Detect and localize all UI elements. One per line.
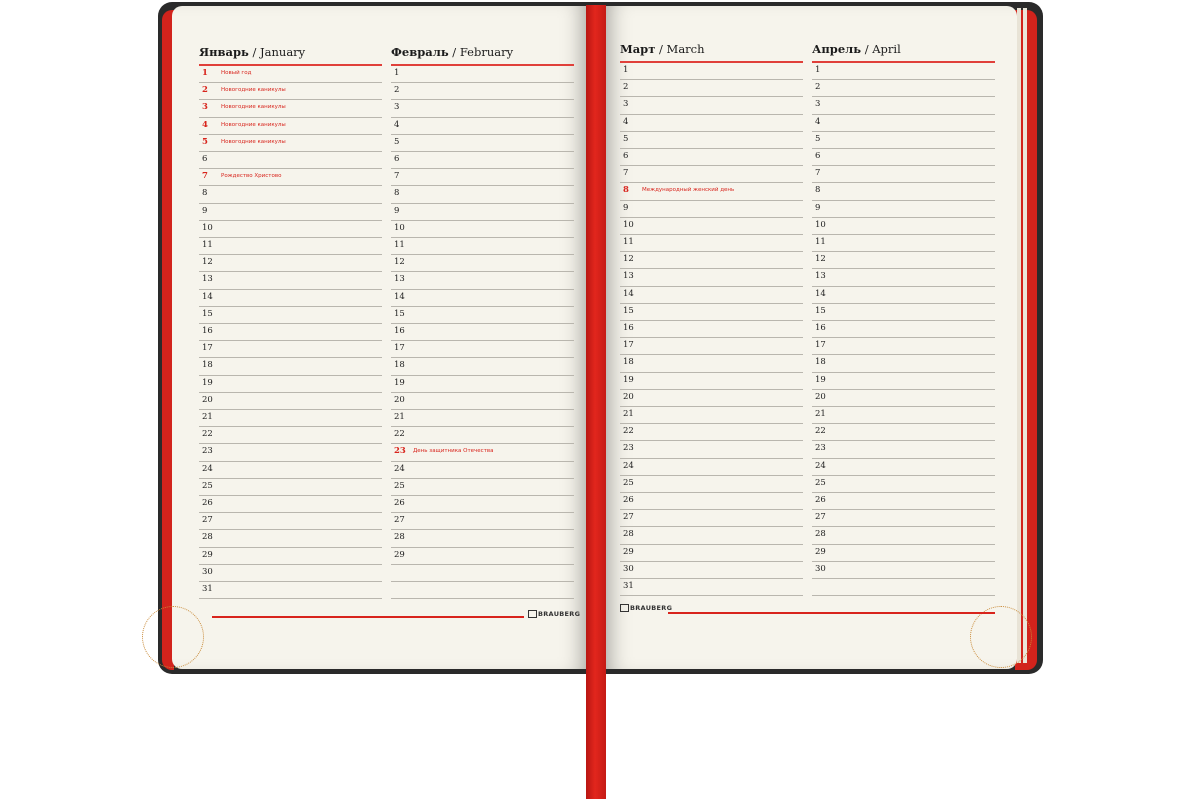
day-number: 20 xyxy=(394,394,405,405)
day-row[interactable] xyxy=(620,509,803,527)
day-number: 15 xyxy=(202,308,213,319)
day-number: 31 xyxy=(623,581,634,591)
day-row[interactable] xyxy=(199,99,382,117)
day-row[interactable] xyxy=(391,134,574,152)
day-number: 16 xyxy=(394,326,405,336)
day-row[interactable] xyxy=(391,185,574,203)
day-row[interactable] xyxy=(199,443,382,461)
day-row[interactable] xyxy=(620,217,803,235)
day-row[interactable] xyxy=(812,492,995,510)
day-number: 20 xyxy=(815,391,826,402)
day-row[interactable] xyxy=(391,375,574,393)
day-number: 19 xyxy=(815,374,826,385)
day-row[interactable] xyxy=(812,561,995,579)
day-row[interactable] xyxy=(391,340,574,358)
day-row[interactable] xyxy=(391,581,574,599)
day-number: 9 xyxy=(815,202,821,213)
day-number: 10 xyxy=(815,219,826,230)
day-number: 15 xyxy=(815,305,826,316)
day-number: 18 xyxy=(394,360,405,371)
day-row[interactable] xyxy=(391,65,574,83)
day-number: 9 xyxy=(623,202,629,213)
day-row[interactable] xyxy=(620,561,803,579)
day-row[interactable] xyxy=(199,220,382,238)
day-number: 4 xyxy=(202,119,208,130)
day-row[interactable] xyxy=(812,475,995,493)
day-number: 5 xyxy=(815,133,821,144)
corner-decoration xyxy=(142,606,204,668)
day-row[interactable] xyxy=(391,564,574,582)
day-number: 12 xyxy=(623,254,634,265)
day-row[interactable] xyxy=(812,148,995,166)
day-number: 2 xyxy=(815,82,821,93)
day-number: 17 xyxy=(202,343,213,354)
day-number: 26 xyxy=(202,498,213,508)
day-row[interactable] xyxy=(812,62,995,80)
day-row[interactable] xyxy=(620,440,803,458)
day-number: 11 xyxy=(202,240,213,250)
day-number: 29 xyxy=(623,546,634,557)
day-number: 28 xyxy=(623,529,634,540)
day-row[interactable] xyxy=(620,423,803,441)
day-row[interactable] xyxy=(812,165,995,183)
day-number: 19 xyxy=(394,377,405,388)
day-row[interactable] xyxy=(812,372,995,390)
day-number: 1 xyxy=(394,68,400,78)
day-number: 23 xyxy=(202,446,213,457)
day-row[interactable] xyxy=(199,340,382,358)
day-number: 29 xyxy=(815,546,826,557)
day-row[interactable] xyxy=(620,492,803,510)
day-number: 13 xyxy=(202,274,213,285)
day-number: 10 xyxy=(202,222,213,233)
holiday-note: Новогодние каникулы xyxy=(221,104,286,111)
day-row[interactable] xyxy=(812,354,995,372)
month-name-en: February xyxy=(459,45,514,59)
day-number: 9 xyxy=(202,205,208,216)
month-header: Февраль / February xyxy=(391,45,514,59)
brand-logo-icon xyxy=(620,604,629,612)
brand-label: BRAUBERG xyxy=(630,604,673,612)
month-name-ru: Январь xyxy=(199,45,249,59)
day-number: 7 xyxy=(815,168,821,179)
day-number: 24 xyxy=(394,463,405,474)
day-number: 17 xyxy=(623,340,634,351)
bookmark-ribbon xyxy=(586,5,606,799)
day-row[interactable] xyxy=(812,251,995,269)
footer-rule xyxy=(668,612,995,614)
day-number: 24 xyxy=(815,460,826,471)
day-number: 5 xyxy=(202,136,208,147)
day-number: 2 xyxy=(394,85,400,96)
day-row[interactable] xyxy=(391,529,574,547)
day-row[interactable] xyxy=(812,526,995,544)
day-number: 13 xyxy=(623,271,634,282)
day-row[interactable] xyxy=(391,82,574,100)
day-row[interactable] xyxy=(812,182,995,200)
day-number: 15 xyxy=(623,305,634,316)
day-number: 22 xyxy=(815,426,826,437)
day-row[interactable] xyxy=(812,423,995,441)
day-number: 16 xyxy=(202,326,213,336)
day-number: 22 xyxy=(202,429,213,440)
day-row[interactable] xyxy=(199,65,382,83)
day-row[interactable] xyxy=(199,461,382,479)
day-row[interactable] xyxy=(812,509,995,527)
day-row[interactable] xyxy=(812,79,995,97)
day-row[interactable] xyxy=(199,547,382,565)
day-row[interactable] xyxy=(391,461,574,479)
day-number: 21 xyxy=(623,409,634,419)
day-number: 3 xyxy=(202,102,208,113)
footer-rule xyxy=(212,616,524,618)
holiday-note: Новогодние каникулы xyxy=(221,121,286,128)
day-number: 28 xyxy=(815,529,826,540)
day-number: 19 xyxy=(202,377,213,388)
day-row[interactable] xyxy=(812,268,995,286)
day-row[interactable] xyxy=(812,458,995,476)
day-number: 24 xyxy=(623,460,634,471)
day-row[interactable] xyxy=(199,134,382,152)
day-number: 3 xyxy=(394,102,400,113)
day-row[interactable] xyxy=(391,478,574,496)
day-row[interactable] xyxy=(620,320,803,338)
day-number: 6 xyxy=(623,151,629,161)
day-number: 7 xyxy=(394,171,400,182)
day-row[interactable] xyxy=(620,544,803,562)
day-row[interactable] xyxy=(812,578,995,596)
day-row[interactable] xyxy=(812,389,995,407)
day-number: 25 xyxy=(394,480,405,491)
day-number: 6 xyxy=(394,154,400,164)
day-number: 23 xyxy=(623,443,634,454)
month-header: Апрель / April xyxy=(812,42,901,56)
day-row[interactable] xyxy=(620,96,803,114)
day-row[interactable] xyxy=(620,526,803,544)
day-number: 13 xyxy=(815,271,826,282)
holiday-note: Международный женский день xyxy=(642,187,735,194)
day-number: 25 xyxy=(815,477,826,488)
day-row[interactable] xyxy=(812,544,995,562)
day-number: 3 xyxy=(815,99,821,110)
day-number: 4 xyxy=(815,116,821,127)
day-number: 28 xyxy=(202,532,213,543)
day-row[interactable] xyxy=(199,306,382,324)
brand-logo-icon xyxy=(528,610,537,618)
day-row[interactable] xyxy=(620,354,803,372)
day-row[interactable] xyxy=(620,165,803,183)
day-number: 14 xyxy=(202,291,213,302)
day-row[interactable] xyxy=(812,114,995,132)
day-row[interactable] xyxy=(199,529,382,547)
day-number: 18 xyxy=(623,357,634,368)
day-row[interactable] xyxy=(812,440,995,458)
day-number: 2 xyxy=(623,82,629,93)
day-number: 30 xyxy=(202,566,213,577)
day-row[interactable] xyxy=(812,131,995,149)
day-row[interactable] xyxy=(199,82,382,100)
day-number: 8 xyxy=(202,188,208,199)
day-number: 14 xyxy=(815,288,826,299)
day-number: 7 xyxy=(202,171,208,182)
day-row[interactable] xyxy=(391,357,574,375)
day-row[interactable] xyxy=(391,203,574,221)
day-number: 20 xyxy=(623,391,634,402)
day-row[interactable] xyxy=(391,409,574,427)
day-number: 29 xyxy=(202,549,213,560)
corner-decoration xyxy=(970,606,1032,668)
day-number: 11 xyxy=(815,237,826,247)
month-header: Январь / January xyxy=(199,45,306,59)
day-number: 13 xyxy=(394,274,405,285)
day-row[interactable] xyxy=(620,62,803,80)
day-row[interactable] xyxy=(199,289,382,307)
day-row[interactable] xyxy=(391,547,574,565)
day-row[interactable] xyxy=(812,200,995,218)
day-row[interactable] xyxy=(620,200,803,218)
day-row[interactable] xyxy=(391,392,574,410)
day-row[interactable] xyxy=(620,234,803,252)
month-name-ru: Март xyxy=(620,42,656,56)
day-row[interactable] xyxy=(620,268,803,286)
day-row[interactable] xyxy=(199,512,382,530)
day-row[interactable] xyxy=(812,320,995,338)
day-number: 21 xyxy=(202,412,213,422)
day-row[interactable] xyxy=(199,117,382,135)
day-row[interactable] xyxy=(199,151,382,169)
day-number: 27 xyxy=(815,512,826,523)
day-row[interactable] xyxy=(391,495,574,513)
holiday-note: День защитника Отечества xyxy=(413,448,494,455)
day-number: 7 xyxy=(623,168,629,179)
day-number: 22 xyxy=(623,426,634,437)
day-row[interactable] xyxy=(391,289,574,307)
day-row[interactable] xyxy=(620,578,803,596)
day-number: 30 xyxy=(815,563,826,574)
day-row[interactable] xyxy=(620,79,803,97)
day-number: 25 xyxy=(202,480,213,491)
day-number: 10 xyxy=(623,219,634,230)
day-row[interactable] xyxy=(620,251,803,269)
day-row[interactable] xyxy=(620,182,803,200)
day-row[interactable] xyxy=(812,234,995,252)
day-number: 12 xyxy=(202,257,213,268)
month-name-en: April xyxy=(872,42,901,56)
day-row[interactable] xyxy=(620,406,803,424)
day-row[interactable] xyxy=(620,475,803,493)
day-number: 6 xyxy=(815,151,821,161)
day-number: 8 xyxy=(623,185,629,196)
day-number: 26 xyxy=(815,495,826,505)
day-number: 4 xyxy=(394,119,400,130)
day-number: 1 xyxy=(202,68,208,78)
month-name-en: January xyxy=(260,45,306,59)
day-number: 4 xyxy=(623,116,629,127)
day-number: 24 xyxy=(202,463,213,474)
day-number: 19 xyxy=(623,374,634,385)
day-number: 27 xyxy=(394,515,405,526)
day-row[interactable] xyxy=(199,237,382,255)
day-number: 26 xyxy=(623,495,634,505)
day-row[interactable] xyxy=(812,217,995,235)
day-number: 20 xyxy=(202,394,213,405)
day-number: 23 xyxy=(394,446,406,457)
page-stack xyxy=(1017,8,1021,663)
day-number: 29 xyxy=(394,549,405,560)
day-number: 14 xyxy=(394,291,405,302)
day-row[interactable] xyxy=(391,426,574,444)
day-row[interactable] xyxy=(391,512,574,530)
day-row[interactable] xyxy=(199,426,382,444)
day-row[interactable] xyxy=(391,117,574,135)
day-row[interactable] xyxy=(199,375,382,393)
day-row[interactable] xyxy=(620,372,803,390)
day-number: 10 xyxy=(394,222,405,233)
day-number: 16 xyxy=(623,323,634,333)
day-number: 6 xyxy=(202,154,208,164)
day-number: 5 xyxy=(623,133,629,144)
day-row[interactable] xyxy=(391,99,574,117)
day-row[interactable] xyxy=(391,254,574,272)
day-number: 22 xyxy=(394,429,405,440)
day-row[interactable] xyxy=(199,168,382,186)
day-row[interactable] xyxy=(199,357,382,375)
day-row[interactable] xyxy=(199,478,382,496)
day-row[interactable] xyxy=(199,271,382,289)
day-number: 18 xyxy=(815,357,826,368)
day-number: 11 xyxy=(394,240,405,250)
day-row[interactable] xyxy=(391,220,574,238)
day-number: 30 xyxy=(623,563,634,574)
brand-label: BRAUBERG xyxy=(538,610,581,618)
day-number: 23 xyxy=(815,443,826,454)
day-number: 27 xyxy=(623,512,634,523)
day-row[interactable] xyxy=(199,254,382,272)
day-row[interactable] xyxy=(391,323,574,341)
day-row[interactable] xyxy=(199,323,382,341)
month-header: Март / March xyxy=(620,42,705,56)
holiday-note: Новогодние каникулы xyxy=(221,87,286,94)
day-row[interactable] xyxy=(391,306,574,324)
holiday-note: Новый год xyxy=(221,70,252,76)
day-row[interactable] xyxy=(620,389,803,407)
day-number: 1 xyxy=(623,65,629,75)
day-number: 18 xyxy=(202,360,213,371)
day-number: 17 xyxy=(394,343,405,354)
day-number: 8 xyxy=(394,188,400,199)
day-row[interactable] xyxy=(620,458,803,476)
day-number: 3 xyxy=(623,99,629,110)
day-number: 21 xyxy=(815,409,826,419)
day-row[interactable] xyxy=(620,114,803,132)
day-number: 15 xyxy=(394,308,405,319)
month-name-ru: Февраль xyxy=(391,45,449,59)
day-row[interactable] xyxy=(199,409,382,427)
page-stack xyxy=(1023,8,1027,663)
month-name-en: March xyxy=(666,42,705,56)
day-number: 2 xyxy=(202,85,208,96)
day-number: 12 xyxy=(394,257,405,268)
day-number: 26 xyxy=(394,498,405,508)
day-row[interactable] xyxy=(199,185,382,203)
day-row[interactable] xyxy=(199,564,382,582)
day-number: 12 xyxy=(815,254,826,265)
day-number: 14 xyxy=(623,288,634,299)
day-row[interactable] xyxy=(620,148,803,166)
day-row[interactable] xyxy=(391,443,574,461)
day-row[interactable] xyxy=(620,337,803,355)
day-row[interactable] xyxy=(812,337,995,355)
day-row[interactable] xyxy=(391,271,574,289)
day-row[interactable] xyxy=(199,581,382,599)
day-row[interactable] xyxy=(620,131,803,149)
day-row[interactable] xyxy=(812,406,995,424)
day-row[interactable] xyxy=(391,237,574,255)
day-number: 21 xyxy=(394,412,405,422)
day-number: 31 xyxy=(202,584,213,594)
day-number: 9 xyxy=(394,205,400,216)
day-row[interactable] xyxy=(812,303,995,321)
day-number: 1 xyxy=(815,65,821,75)
day-row[interactable] xyxy=(812,286,995,304)
day-row[interactable] xyxy=(391,168,574,186)
day-row[interactable] xyxy=(199,392,382,410)
day-number: 27 xyxy=(202,515,213,526)
day-row[interactable] xyxy=(812,96,995,114)
day-row[interactable] xyxy=(199,495,382,513)
day-row[interactable] xyxy=(391,151,574,169)
day-number: 17 xyxy=(815,340,826,351)
day-number: 8 xyxy=(815,185,821,196)
day-number: 16 xyxy=(815,323,826,333)
day-row[interactable] xyxy=(620,286,803,304)
day-row[interactable] xyxy=(620,303,803,321)
month-name-ru: Апрель xyxy=(812,42,862,56)
holiday-note: Рождество Христово xyxy=(221,173,282,180)
day-number: 28 xyxy=(394,532,405,543)
day-number: 11 xyxy=(623,237,634,247)
day-number: 25 xyxy=(623,477,634,488)
holiday-note: Новогодние каникулы xyxy=(221,138,286,145)
day-number: 5 xyxy=(394,136,400,147)
day-row[interactable] xyxy=(199,203,382,221)
